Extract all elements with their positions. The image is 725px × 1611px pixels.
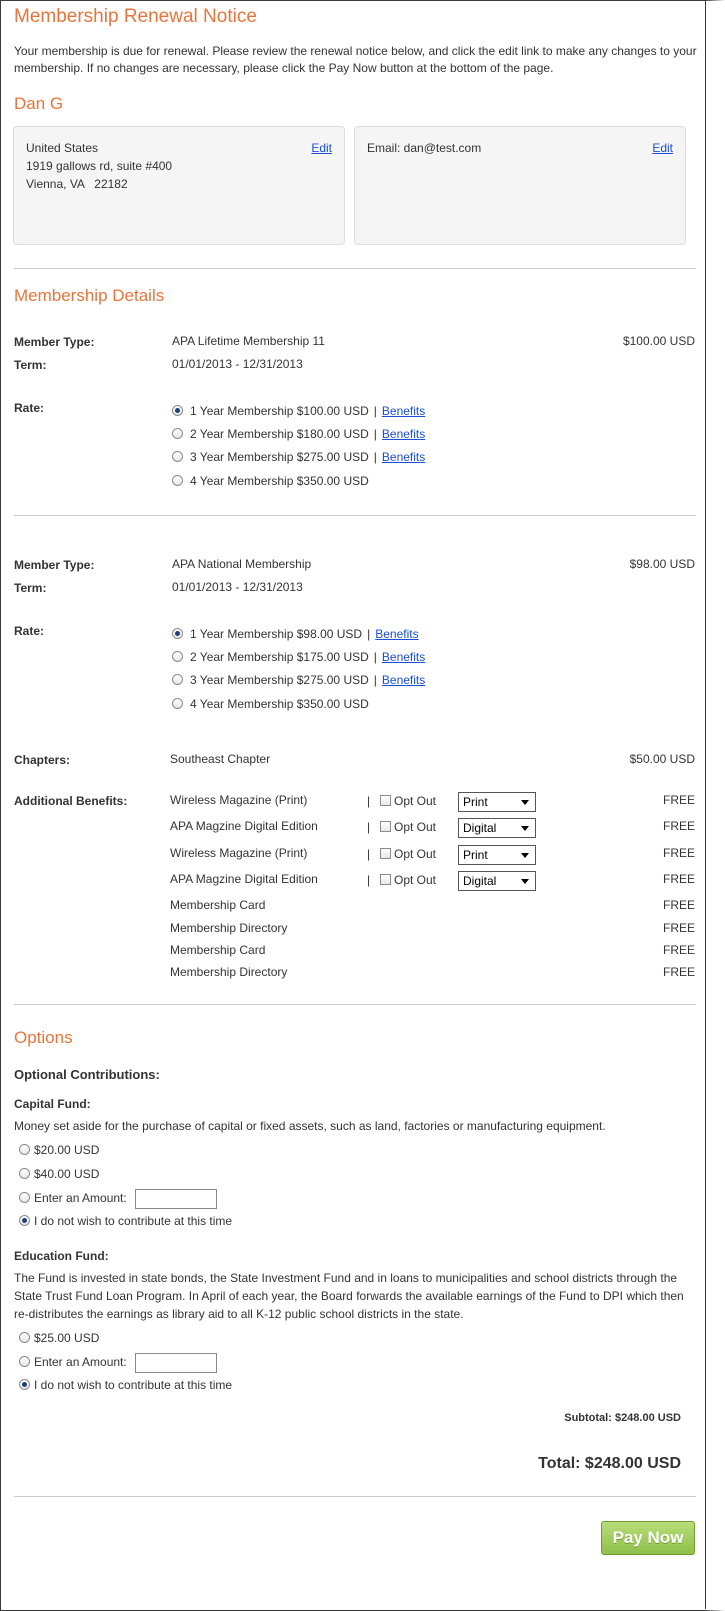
divider: [14, 1004, 696, 1005]
rate-option[interactable]: [172, 404, 425, 418]
address-country: United States: [26, 141, 99, 155]
chapter-price: $50.00 USD: [629, 752, 695, 766]
contribution-label: I do not wish to contribute at this time: [34, 1214, 233, 1228]
rate-option-label: 3 Year Membership $275.00 USD: [190, 673, 369, 687]
education-option[interactable]: [19, 1331, 99, 1345]
chapters-label: Chapters:: [14, 753, 71, 767]
contribution-radio[interactable]: [19, 1192, 30, 1203]
contribution-radio[interactable]: [19, 1379, 30, 1390]
contact-email: Email: dan@test.com: [367, 141, 482, 155]
benefit-price: FREE: [662, 846, 695, 860]
contribution-label: $25.00 USD: [34, 1331, 100, 1345]
opt-out-checkbox[interactable]: [380, 794, 436, 808]
benefit-name: Membership Card: [170, 943, 266, 957]
member-type-label: Member Type:: [14, 335, 95, 349]
total: Total: $248.00 USD: [538, 1455, 681, 1472]
separator: |: [367, 627, 371, 641]
rate-option-label: 1 Year Membership $100.00 USD: [190, 404, 369, 418]
rate-radio[interactable]: [172, 405, 183, 416]
rate-option[interactable]: [172, 697, 369, 711]
benefit-price: FREE: [662, 921, 695, 935]
rate-option-label: 4 Year Membership $350.00 USD: [190, 697, 369, 711]
rate-label: Rate:: [14, 401, 45, 415]
address-card: [13, 126, 345, 245]
benefit-price: FREE: [662, 965, 695, 979]
separator: |: [367, 873, 371, 887]
benefits-link[interactable]: Benefits: [381, 650, 426, 664]
capital-fund-title: Capital Fund:: [14, 1097, 91, 1111]
member-type-price: $98.00 USD: [629, 557, 695, 571]
divider: [14, 268, 696, 269]
benefit-price: FREE: [662, 872, 695, 886]
benefit-price: FREE: [662, 943, 695, 957]
separator: |: [367, 820, 371, 834]
opt-out-label: Opt Out: [394, 847, 437, 861]
capital-fund-description: Money set aside for the purchase of capital or fixed assets, such as land, factories or manufacturing equipment.: [14, 1119, 606, 1133]
opt-out-label: Opt Out: [394, 794, 437, 808]
chapter-name: Southeast Chapter: [170, 752, 271, 766]
rate-option-label: 4 Year Membership $350.00 USD: [190, 474, 369, 488]
education-amount-input[interactable]: [135, 1353, 217, 1373]
capital-option[interactable]: [19, 1191, 127, 1205]
rate-option[interactable]: [172, 673, 425, 687]
member-name: Dan G: [14, 94, 64, 113]
rate-radio[interactable]: [172, 674, 183, 685]
term-value: 01/01/2013 - 12/31/2013: [172, 580, 303, 594]
rate-option[interactable]: [172, 627, 419, 641]
divider: [14, 515, 696, 516]
capital-option[interactable]: [19, 1143, 99, 1157]
rate-option[interactable]: [172, 650, 425, 664]
rate-option[interactable]: [172, 474, 369, 488]
term-label: Term:: [14, 581, 47, 595]
separator: |: [373, 427, 377, 441]
benefits-link[interactable]: Benefits: [381, 427, 426, 441]
rate-radio[interactable]: [172, 651, 183, 662]
member-type-label: Member Type:: [14, 558, 95, 572]
education-option[interactable]: [19, 1355, 127, 1369]
separator: |: [367, 794, 371, 808]
contribution-radio[interactable]: [19, 1168, 30, 1179]
member-type-value: APA Lifetime Membership 11: [172, 334, 325, 348]
rate-radio[interactable]: [172, 428, 183, 439]
intro-text: Your membership is due for renewal. Please review the renewal notice below, and click the edit link to make any changes to your membership. If no changes are necessary, please click the Pay Now button at the bottom of the page.: [14, 44, 697, 75]
capital-option[interactable]: [19, 1214, 232, 1228]
checkbox-box[interactable]: [380, 874, 391, 885]
format-select[interactable]: [458, 871, 536, 891]
pay-now-button[interactable]: Pay Now: [601, 1521, 695, 1555]
contribution-radio[interactable]: [19, 1215, 30, 1226]
page-title: Membership Renewal Notice: [14, 6, 257, 27]
format-select-value: Digital: [463, 821, 497, 835]
separator: |: [373, 450, 377, 464]
format-select[interactable]: [458, 818, 536, 838]
education-fund-title: Education Fund:: [14, 1249, 109, 1263]
edit-address-link[interactable]: Edit: [311, 141, 332, 155]
format-select-value: Print: [463, 795, 488, 809]
chevron-down-icon: [521, 879, 529, 884]
benefit-name: APA Magzine Digital Edition: [170, 872, 318, 886]
rate-option-label: 2 Year Membership $175.00 USD: [190, 650, 369, 664]
checkbox-box[interactable]: [380, 795, 391, 806]
contribution-label: $20.00 USD: [34, 1143, 100, 1157]
education-option[interactable]: [19, 1378, 232, 1392]
contribution-radio[interactable]: [19, 1144, 30, 1155]
benefits-link[interactable]: Benefits: [381, 673, 426, 687]
separator: |: [367, 847, 371, 861]
benefit-name: Membership Directory: [170, 921, 288, 935]
contribution-radio[interactable]: [19, 1356, 30, 1367]
opt-out-checkbox[interactable]: [380, 847, 436, 861]
contribution-label: $40.00 USD: [34, 1167, 100, 1181]
separator: |: [373, 673, 377, 687]
member-type-price: $100.00 USD: [622, 334, 695, 348]
rate-option-label: 2 Year Membership $180.00 USD: [190, 427, 369, 441]
benefit-name: APA Magzine Digital Edition: [170, 819, 318, 833]
opt-out-checkbox[interactable]: [380, 873, 436, 887]
opt-out-checkbox[interactable]: [380, 820, 436, 834]
options-heading: Options: [14, 1028, 73, 1047]
capital-amount-input[interactable]: [135, 1189, 217, 1209]
rate-radio[interactable]: [172, 698, 183, 709]
checkbox-box[interactable]: [380, 848, 391, 859]
rate-radio[interactable]: [172, 628, 183, 639]
additional-benefits-label: Additional Benefits:: [14, 794, 128, 808]
rate-label: Rate:: [14, 624, 45, 638]
term-label: Term:: [14, 358, 47, 372]
format-select[interactable]: [458, 845, 536, 865]
contribution-label: Enter an Amount:: [34, 1355, 127, 1369]
benefits-link[interactable]: Benefits: [381, 450, 426, 464]
format-select[interactable]: [458, 792, 536, 812]
education-fund-description: The Fund is invested in state bonds, the State Investment Fund and in loans to municipalities and school districts through the State Trust Fund Loan Program. In April of each year, the Board forwards the available earnings of the Fund to DPI which then re-distributes the earnings as library aid to all K-12 public school districts in the state.: [14, 1271, 684, 1321]
opt-out-label: Opt Out: [394, 873, 437, 887]
contribution-label: Enter an Amount:: [34, 1191, 127, 1205]
benefit-name: Membership Directory: [170, 965, 288, 979]
chevron-down-icon: [521, 800, 529, 805]
separator: |: [373, 404, 377, 418]
chevron-down-icon: [521, 826, 529, 831]
address-city: Vienna, VA 22182: [26, 177, 128, 191]
benefit-name: Wireless Magazine (Print): [170, 846, 308, 860]
optional-contributions-heading: Optional Contributions:: [14, 1067, 160, 1082]
benefit-name: Wireless Magazine (Print): [170, 793, 308, 807]
contact-card: [354, 126, 686, 245]
chevron-down-icon: [521, 853, 529, 858]
capital-option[interactable]: [19, 1167, 99, 1181]
contribution-label: I do not wish to contribute at this time: [34, 1378, 233, 1392]
rate-option[interactable]: [172, 427, 425, 441]
term-value: 01/01/2013 - 12/31/2013: [172, 357, 303, 371]
benefit-price: FREE: [662, 793, 695, 807]
benefit-name: Membership Card: [170, 898, 266, 912]
format-select-value: Digital: [463, 874, 497, 888]
rate-option-label: 1 Year Membership $98.00 USD: [190, 627, 363, 641]
subtotal: Subtotal: $248.00 USD: [564, 1412, 681, 1424]
checkbox-box[interactable]: [380, 821, 391, 832]
benefits-link[interactable]: Benefits: [375, 627, 419, 641]
separator: |: [373, 650, 377, 664]
opt-out-label: Opt Out: [394, 820, 437, 834]
format-select-value: Print: [463, 848, 488, 862]
rate-option[interactable]: [172, 450, 425, 464]
contribution-radio[interactable]: [19, 1332, 30, 1343]
benefits-link[interactable]: Benefits: [381, 404, 426, 418]
membership-details-heading: Membership Details: [14, 286, 165, 305]
address-street: 1919 gallows rd, suite #400: [26, 159, 173, 173]
member-type-value: APA National Membership: [172, 557, 312, 571]
divider: [14, 1496, 696, 1497]
edit-contact-link[interactable]: Edit: [652, 141, 673, 155]
rate-radio[interactable]: [172, 475, 183, 486]
rate-radio[interactable]: [172, 451, 183, 462]
benefit-price: FREE: [662, 898, 695, 912]
rate-option-label: 3 Year Membership $275.00 USD: [190, 450, 369, 464]
benefit-price: FREE: [662, 819, 695, 833]
